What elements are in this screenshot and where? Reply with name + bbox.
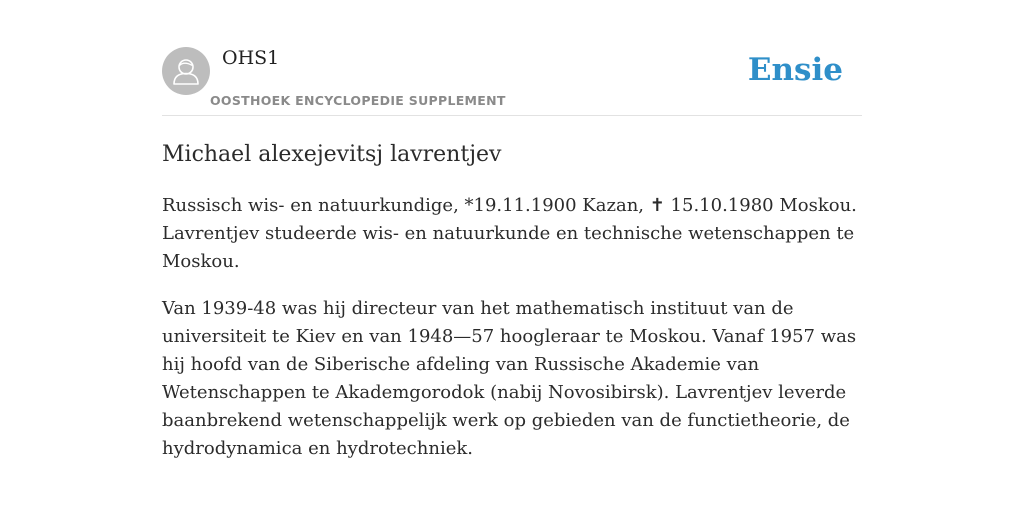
source-label[interactable]: OOSTHOEK ENCYCLOPEDIE SUPPLEMENT [210,93,506,108]
article-body [162,192,862,482]
article-paragraph: Russisch wis- en natuurkundige, *19.11.1900 Kazan, ✝ 15.10.1980 Moskou. Lavrentjev studeerde wis- en natuurkunde en technische wetenschappen te Moskou. [162,195,857,272]
username-link[interactable]: OHS1 [222,47,280,69]
article-title: Michael alexejevitsj lavrentjev [162,142,502,167]
ensie-logo[interactable]: Ensie [747,52,843,88]
user-icon [162,47,210,95]
avatar[interactable] [162,47,210,95]
header-divider [162,115,862,116]
article-paragraph: Van 1939-48 was hij directeur van het mathematisch instituut van de universiteit te Kiev en van 1948—57 hoogleraar te Moskou. Vanaf 1957 was hij hoofd van de Siberische afdeling van Russische Akademie van Wetenschappen te Akademgorodok (nabij Novosibirsk). Lavrentjev leverde baanbrekend wetenschappelijk werk op gebieden van de functietheorie, de hydrodynamica en hydrotechniek. [162,298,857,459]
